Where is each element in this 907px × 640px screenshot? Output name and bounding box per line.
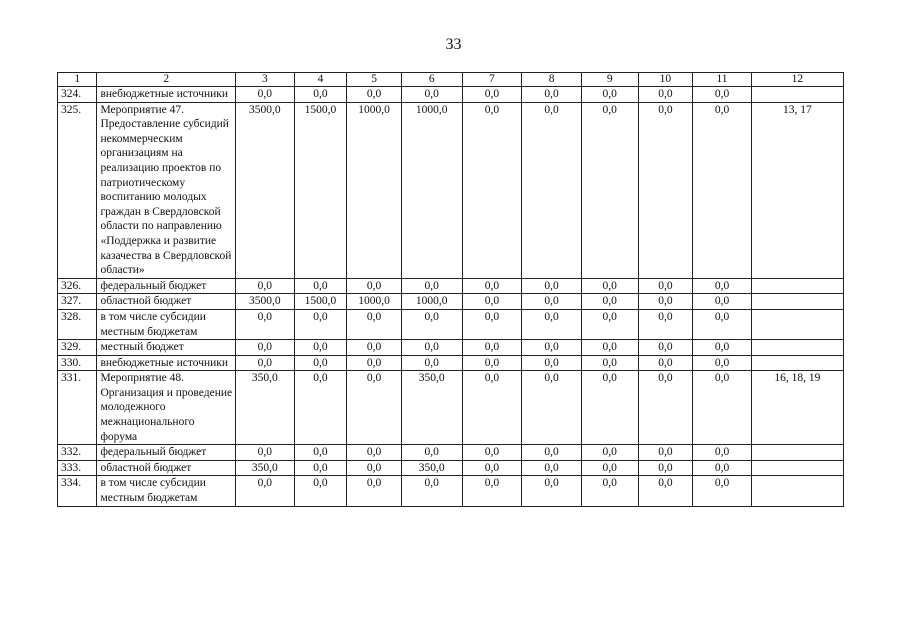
value-cell: 0,0 (294, 278, 347, 294)
column-header: 9 (581, 73, 638, 87)
row-name: областной бюджет (97, 460, 236, 476)
value-cell: 0,0 (462, 294, 522, 310)
target-indicators: 13, 17 (751, 102, 843, 278)
value-cell: 0,0 (462, 371, 522, 445)
value-cell: 0,0 (638, 309, 693, 339)
table-row (58, 460, 844, 476)
value-cell: 0,0 (236, 87, 295, 103)
value-cell: 0,0 (581, 460, 638, 476)
row-number: 333. (58, 460, 97, 476)
value-cell: 0,0 (462, 278, 522, 294)
value-cell: 0,0 (522, 309, 582, 339)
value-cell: 0,0 (462, 340, 522, 356)
table-row (58, 355, 844, 371)
row-number: 329. (58, 340, 97, 356)
value-cell: 0,0 (236, 355, 295, 371)
table-row (58, 102, 844, 278)
value-cell: 0,0 (294, 340, 347, 356)
column-header: 6 (401, 73, 462, 87)
value-cell: 0,0 (294, 355, 347, 371)
column-header: 2 (97, 73, 236, 87)
row-number: 324. (58, 87, 97, 103)
value-cell: 3500,0 (236, 102, 295, 278)
value-cell: 0,0 (236, 340, 295, 356)
value-cell: 1500,0 (294, 102, 347, 278)
value-cell: 350,0 (401, 460, 462, 476)
column-header: 7 (462, 73, 522, 87)
column-header: 12 (751, 73, 843, 87)
value-cell: 0,0 (347, 355, 402, 371)
value-cell: 0,0 (462, 355, 522, 371)
row-number: 332. (58, 445, 97, 461)
row-name: федеральный бюджет (97, 445, 236, 461)
value-cell: 0,0 (294, 476, 347, 506)
table-row (58, 340, 844, 356)
table-row (58, 445, 844, 461)
row-name: местный бюджет (97, 340, 236, 356)
row-number: 325. (58, 102, 97, 278)
value-cell: 0,0 (522, 445, 582, 461)
value-cell: 0,0 (581, 476, 638, 506)
value-cell: 0,0 (522, 371, 582, 445)
table-row (58, 87, 844, 103)
value-cell: 0,0 (401, 278, 462, 294)
value-cell: 0,0 (638, 445, 693, 461)
value-cell: 1000,0 (347, 102, 402, 278)
value-cell: 0,0 (462, 309, 522, 339)
value-cell: 0,0 (638, 460, 693, 476)
value-cell: 0,0 (581, 278, 638, 294)
value-cell: 0,0 (522, 340, 582, 356)
value-cell: 350,0 (236, 371, 295, 445)
row-number: 330. (58, 355, 97, 371)
table-row (58, 476, 844, 506)
value-cell: 0,0 (638, 278, 693, 294)
value-cell: 0,0 (401, 87, 462, 103)
value-cell: 0,0 (294, 371, 347, 445)
value-cell: 0,0 (294, 445, 347, 461)
row-number: 331. (58, 371, 97, 445)
target-indicators (751, 460, 843, 476)
value-cell: 1000,0 (401, 102, 462, 278)
target-indicators (751, 355, 843, 371)
value-cell: 0,0 (236, 278, 295, 294)
row-name: Мероприятие 48. Организация и проведение молодежного межнационального форума (97, 371, 236, 445)
column-header: 3 (236, 73, 295, 87)
row-name: в том числе субсидии местным бюджетам (97, 476, 236, 506)
target-indicators (751, 87, 843, 103)
value-cell: 0,0 (347, 309, 402, 339)
row-name: в том числе субсидии местным бюджетам (97, 309, 236, 339)
row-name: областной бюджет (97, 294, 236, 310)
value-cell: 0,0 (638, 340, 693, 356)
row-number: 326. (58, 278, 97, 294)
row-name: внебюджетные источники (97, 87, 236, 103)
value-cell: 0,0 (347, 278, 402, 294)
target-indicators: 16, 18, 19 (751, 371, 843, 445)
value-cell: 0,0 (294, 309, 347, 339)
value-cell: 1000,0 (347, 294, 402, 310)
column-header: 4 (294, 73, 347, 87)
value-cell: 0,0 (522, 476, 582, 506)
value-cell: 0,0 (401, 340, 462, 356)
value-cell: 0,0 (462, 460, 522, 476)
value-cell: 0,0 (638, 87, 693, 103)
value-cell: 0,0 (347, 87, 402, 103)
value-cell: 0,0 (462, 445, 522, 461)
value-cell: 0,0 (638, 102, 693, 278)
value-cell: 0,0 (638, 476, 693, 506)
value-cell: 0,0 (522, 294, 582, 310)
value-cell: 0,0 (638, 355, 693, 371)
value-cell: 0,0 (693, 476, 752, 506)
row-name: внебюджетные источники (97, 355, 236, 371)
value-cell: 0,0 (581, 87, 638, 103)
value-cell: 0,0 (294, 87, 347, 103)
value-cell: 1500,0 (294, 294, 347, 310)
value-cell: 0,0 (581, 294, 638, 310)
value-cell: 350,0 (401, 371, 462, 445)
column-header: 5 (347, 73, 402, 87)
value-cell: 0,0 (236, 309, 295, 339)
value-cell: 0,0 (693, 278, 752, 294)
value-cell: 350,0 (236, 460, 295, 476)
value-cell: 0,0 (522, 278, 582, 294)
value-cell: 0,0 (236, 445, 295, 461)
value-cell: 0,0 (462, 87, 522, 103)
value-cell: 0,0 (693, 102, 752, 278)
value-cell: 0,0 (294, 460, 347, 476)
value-cell: 0,0 (462, 476, 522, 506)
value-cell: 0,0 (462, 102, 522, 278)
table-row (58, 294, 844, 310)
value-cell: 0,0 (693, 309, 752, 339)
value-cell: 0,0 (581, 371, 638, 445)
value-cell: 0,0 (638, 371, 693, 445)
row-name: Мероприятие 47. Предоставление субсидий некоммерческим организациям на реализацию проектов по патриотическому воспитанию молодых граждан в Свердловской области по направлению «Поддержка и развитие казачества в Свердловской области» (97, 102, 236, 278)
column-header: 1 (58, 73, 97, 87)
page-number: 33 (445, 36, 462, 53)
value-cell: 0,0 (522, 102, 582, 278)
value-cell: 0,0 (347, 445, 402, 461)
row-number: 328. (58, 309, 97, 339)
target-indicators (751, 309, 843, 339)
value-cell: 0,0 (581, 102, 638, 278)
value-cell: 0,0 (638, 294, 693, 310)
target-indicators (751, 294, 843, 310)
value-cell: 0,0 (581, 355, 638, 371)
column-header: 8 (522, 73, 582, 87)
value-cell: 0,0 (693, 340, 752, 356)
value-cell: 0,0 (693, 460, 752, 476)
value-cell: 0,0 (581, 445, 638, 461)
row-number: 334. (58, 476, 97, 506)
value-cell: 0,0 (401, 309, 462, 339)
row-number: 327. (58, 294, 97, 310)
value-cell: 0,0 (347, 371, 402, 445)
value-cell: 0,0 (236, 476, 295, 506)
target-indicators (751, 476, 843, 506)
value-cell: 0,0 (347, 460, 402, 476)
value-cell: 0,0 (347, 476, 402, 506)
column-header: 10 (638, 73, 693, 87)
value-cell: 0,0 (581, 340, 638, 356)
value-cell: 0,0 (401, 355, 462, 371)
target-indicators (751, 340, 843, 356)
value-cell: 0,0 (693, 294, 752, 310)
value-cell: 1000,0 (401, 294, 462, 310)
target-indicators (751, 278, 843, 294)
table-row (58, 371, 844, 445)
row-name: федеральный бюджет (97, 278, 236, 294)
value-cell: 0,0 (401, 445, 462, 461)
table-header-row (58, 73, 844, 87)
budget-table (57, 72, 844, 507)
value-cell: 0,0 (693, 371, 752, 445)
value-cell: 0,0 (401, 476, 462, 506)
value-cell: 0,0 (522, 460, 582, 476)
table-row (58, 278, 844, 294)
value-cell: 0,0 (693, 355, 752, 371)
target-indicators (751, 445, 843, 461)
value-cell: 0,0 (693, 87, 752, 103)
value-cell: 0,0 (347, 340, 402, 356)
table-row (58, 309, 844, 339)
value-cell: 0,0 (581, 309, 638, 339)
value-cell: 0,0 (522, 87, 582, 103)
value-cell: 3500,0 (236, 294, 295, 310)
value-cell: 0,0 (522, 355, 582, 371)
column-header: 11 (693, 73, 752, 87)
value-cell: 0,0 (693, 445, 752, 461)
